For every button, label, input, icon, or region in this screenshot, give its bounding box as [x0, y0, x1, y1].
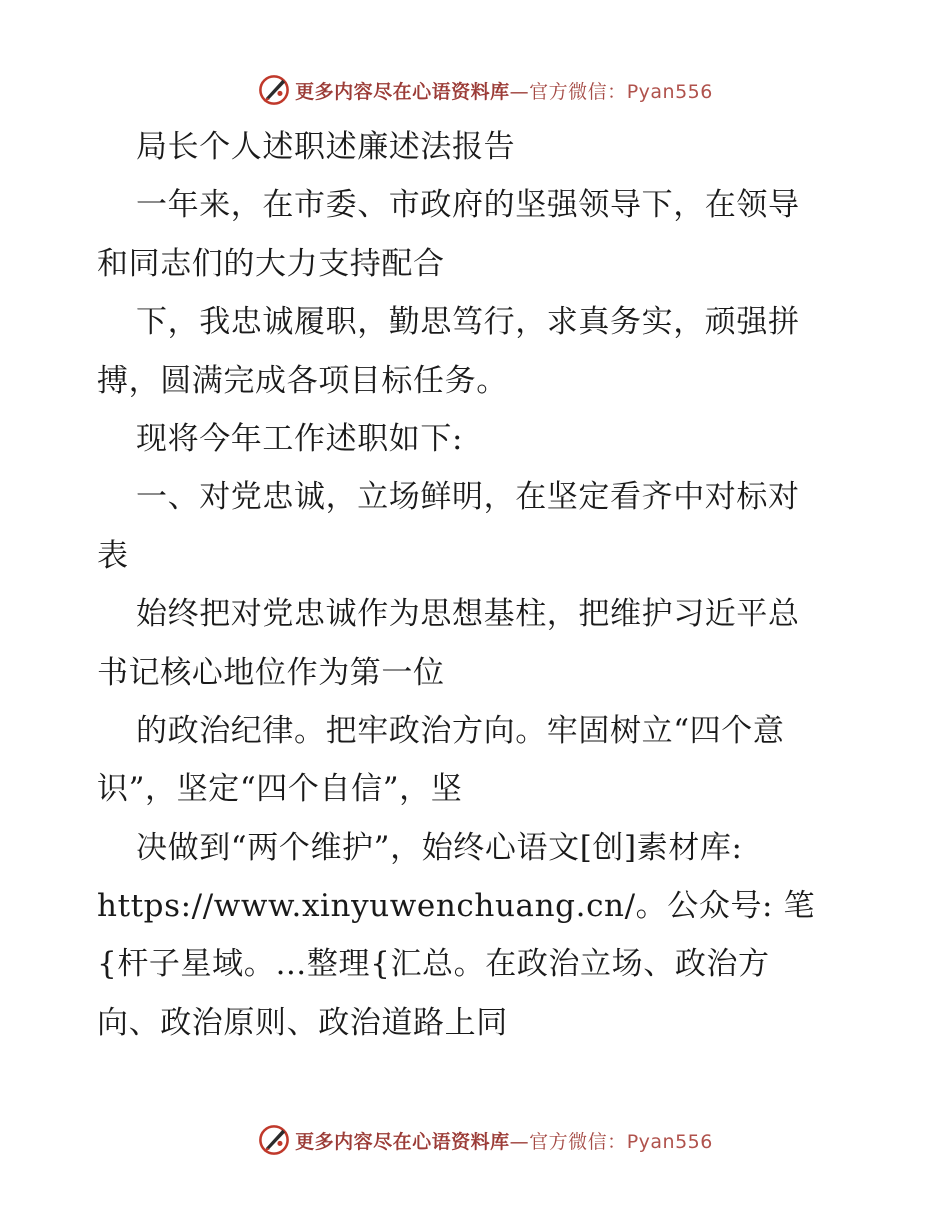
banner-content	[257, 1123, 713, 1157]
document-line: 表	[97, 537, 129, 574]
document-line: 一、对党忠诚，立场鲜明，在坚定看齐中对标对	[136, 479, 800, 516]
banner-text	[295, 1127, 713, 1154]
header-banner	[0, 70, 950, 110]
banner-wechat-label: 官方微信：	[529, 1130, 627, 1153]
banner-text	[295, 77, 713, 104]
document-line: 向、政治原则、政治道路上同	[97, 1004, 508, 1041]
banner-title: 更多内容尽在心语资料库	[295, 1130, 510, 1153]
document-line: 的政治纪律。把牢政治方向。牢固树立“四个意	[136, 712, 785, 749]
banner-dash: —	[509, 80, 530, 103]
quill-pen-logo-icon	[257, 73, 291, 107]
quill-pen-logo-icon	[257, 1123, 291, 1157]
banner-title: 更多内容尽在心语资料库	[295, 80, 510, 103]
document-line: 决做到“两个维护”，始终心语文[创]素材库:	[136, 829, 743, 866]
banner-wechat-label: 官方微信：	[529, 80, 627, 103]
footer-banner	[0, 1120, 950, 1160]
document-line: https://www.xinyuwenchuang.cn/。公众号: 笔	[97, 888, 816, 925]
document-line: 一年来，在市委、市政府的坚强领导下，在领导	[136, 187, 800, 224]
banner-dash: —	[509, 1130, 530, 1153]
document-line: 局长个人述职述廉述法报告	[136, 129, 516, 165]
document-line: 下，我忠诚履职，勤思笃行，求真务实，顽强拼	[136, 304, 800, 341]
document-line: {杆子星域。…整理{汇总。在政治立场、政治方	[97, 946, 770, 983]
banner-wechat-id: Pyan556	[626, 80, 713, 103]
document-body	[97, 118, 857, 1052]
document-line: 和同志们的大力支持配合	[97, 245, 445, 282]
document-line: 识”，坚定“四个自信”，坚	[97, 771, 463, 808]
document-line: 搏，圆满完成各项目标任务。	[97, 362, 508, 399]
banner-wechat-id: Pyan556	[626, 1130, 713, 1153]
document-line: 始终把对党忠诚作为思想基柱，把维护习近平总	[136, 596, 800, 633]
banner-content	[257, 73, 713, 107]
document-line: 现将今年工作述职如下:	[136, 420, 464, 457]
document-line: 书记核心地位作为第一位	[97, 654, 445, 691]
